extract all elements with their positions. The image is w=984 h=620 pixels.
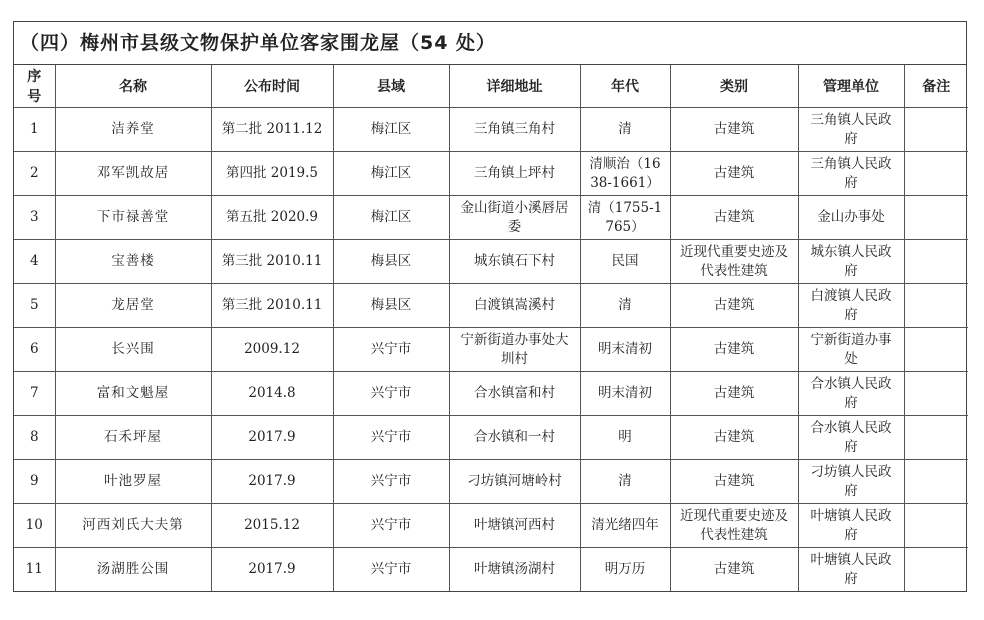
- cell-remarks: [904, 284, 968, 328]
- cell-address: [449, 504, 580, 548]
- table-row: [14, 196, 968, 240]
- cell-name: [55, 548, 211, 592]
- table-row: [14, 504, 968, 548]
- cell-county: [333, 372, 449, 416]
- cell-county: [333, 416, 449, 460]
- cell-manager-text: 城东镇人民政府: [810, 243, 892, 279]
- cell-category: [670, 196, 798, 240]
- cell-county: [333, 460, 449, 504]
- cell-category-text: 古建筑: [713, 429, 755, 445]
- cell-manager: [798, 152, 904, 196]
- cell-remarks: [904, 108, 968, 152]
- cell-date-text: 第五批 2020.9: [225, 209, 319, 225]
- cell-era: [580, 416, 670, 460]
- cell-remarks: [904, 548, 968, 592]
- cell-manager: [798, 504, 904, 548]
- cell-era: [580, 504, 670, 548]
- table-row: [14, 328, 968, 372]
- cell-name-text: 富和文魁屋: [96, 385, 170, 401]
- cell-address-text: 白渡镇嵩溪村: [474, 297, 555, 313]
- cell-address-text: 叶塘镇河西村: [474, 517, 555, 533]
- cell-category: [670, 240, 798, 284]
- cell-name-text: 龙居堂: [111, 297, 155, 313]
- header-category: 类别: [670, 65, 798, 108]
- header-date: 公布时间: [211, 65, 333, 108]
- cell-era: [580, 372, 670, 416]
- cell-name: [55, 416, 211, 460]
- cell-county: [333, 548, 449, 592]
- cell-date: [211, 548, 333, 592]
- cell-category: [670, 460, 798, 504]
- cell-era-text: 民国: [611, 253, 639, 269]
- cell-name-text: 叶池罗屋: [104, 473, 162, 489]
- cell-index: [14, 328, 55, 372]
- cell-name: [55, 240, 211, 284]
- cell-date: [211, 460, 333, 504]
- table-row: [14, 372, 968, 416]
- cell-index: [14, 152, 55, 196]
- cell-era-text: 清: [618, 121, 632, 137]
- cell-address-text: 三角镇三角村: [474, 121, 555, 137]
- cell-county: [333, 328, 449, 372]
- cell-index: [14, 240, 55, 284]
- cell-remarks: [904, 460, 968, 504]
- cell-address: [449, 416, 580, 460]
- cell-date: [211, 196, 333, 240]
- cell-county-text: 兴宁市: [370, 385, 412, 401]
- cell-date: [211, 240, 333, 284]
- cell-manager-text: 宁新街道办事处: [810, 331, 892, 367]
- cell-county: [333, 152, 449, 196]
- cell-date: [211, 328, 333, 372]
- cell-manager: [798, 372, 904, 416]
- cell-index-text: 5: [29, 297, 39, 313]
- cell-county-text: 兴宁市: [370, 429, 412, 445]
- cell-category-text: 古建筑: [713, 341, 755, 357]
- cell-era: [580, 152, 670, 196]
- cell-address: [449, 548, 580, 592]
- cell-manager: [798, 416, 904, 460]
- cell-county-text: 梅江区: [370, 165, 412, 181]
- cell-category-text: 古建筑: [713, 473, 755, 489]
- header-era: 年代: [580, 65, 670, 108]
- table-row: [14, 152, 968, 196]
- cell-category: [670, 548, 798, 592]
- cell-name: [55, 152, 211, 196]
- cell-remarks: [904, 504, 968, 548]
- cell-manager-text: 合水镇人民政府: [810, 375, 892, 411]
- cell-category: [670, 152, 798, 196]
- cell-era: [580, 328, 670, 372]
- cell-category-text: 近现代重要史迹及代表性建筑: [680, 507, 788, 543]
- cell-date-text: 第三批 2010.11: [221, 297, 323, 313]
- cell-name: [55, 504, 211, 548]
- cell-category-text: 古建筑: [713, 385, 755, 401]
- cell-index-text: 7: [29, 385, 39, 401]
- cell-county-text: 兴宁市: [370, 341, 412, 357]
- cell-manager-text: 三角镇人民政府: [810, 155, 892, 191]
- cell-date-text: 2009.12: [244, 341, 300, 357]
- cell-name-text: 宝善楼: [111, 253, 155, 269]
- cell-index-text: 1: [29, 121, 39, 137]
- cell-manager-text: 合水镇人民政府: [810, 419, 892, 455]
- cell-category: [670, 416, 798, 460]
- cell-county-text: 梅江区: [370, 209, 412, 225]
- cell-manager-text: 白渡镇人民政府: [810, 287, 892, 323]
- table-row: [14, 548, 968, 592]
- cell-era-text: 清顺治（1638-1661）: [589, 155, 661, 191]
- cell-date-text: 第二批 2011.12: [221, 121, 323, 137]
- table-body: [14, 108, 968, 592]
- cell-remarks: [904, 328, 968, 372]
- cell-date-text: 2017.9: [248, 473, 296, 489]
- document-sheet: [13, 21, 967, 592]
- cell-era-text: 清: [618, 473, 632, 489]
- cell-index: [14, 548, 55, 592]
- cell-name: [55, 460, 211, 504]
- cell-county: [333, 240, 449, 284]
- cell-name: [55, 284, 211, 328]
- cell-remarks: [904, 196, 968, 240]
- cell-address-text: 金山街道小溪唇居委: [460, 199, 569, 235]
- cell-date-text: 第四批 2019.5: [225, 165, 319, 181]
- cell-index: [14, 108, 55, 152]
- cell-era: [580, 196, 670, 240]
- cell-county-text: 梅县区: [370, 253, 412, 269]
- cell-remarks: [904, 416, 968, 460]
- cell-name: [55, 108, 211, 152]
- cell-category: [670, 328, 798, 372]
- cell-county: [333, 284, 449, 328]
- cell-county-text: 兴宁市: [370, 561, 412, 577]
- cell-era: [580, 240, 670, 284]
- cell-era-text: 明: [618, 429, 632, 445]
- cell-date: [211, 152, 333, 196]
- cell-index: [14, 372, 55, 416]
- cell-date-text: 2017.9: [248, 561, 296, 577]
- cell-county: [333, 504, 449, 548]
- cell-remarks: [904, 152, 968, 196]
- cell-name-text: 洁养堂: [111, 121, 155, 137]
- cell-county-text: 梅江区: [370, 121, 412, 137]
- cell-era: [580, 548, 670, 592]
- cell-address: [449, 372, 580, 416]
- cell-index-text: 3: [29, 209, 39, 225]
- table-row: [14, 460, 968, 504]
- cell-manager: [798, 196, 904, 240]
- heritage-table: [14, 65, 968, 591]
- cell-era-text: 清（1755-1765）: [587, 199, 663, 235]
- cell-manager: [798, 460, 904, 504]
- cell-address: [449, 328, 580, 372]
- cell-county-text: 梅县区: [370, 297, 412, 313]
- cell-date: [211, 284, 333, 328]
- cell-index: [14, 196, 55, 240]
- cell-index-text: 11: [25, 561, 43, 577]
- cell-address: [449, 196, 580, 240]
- cell-era: [580, 284, 670, 328]
- cell-name: [55, 196, 211, 240]
- cell-index: [14, 504, 55, 548]
- cell-category: [670, 504, 798, 548]
- cell-name: [55, 372, 211, 416]
- cell-index-text: 9: [29, 473, 39, 489]
- header-address: 详细地址: [449, 65, 580, 108]
- table-row: [14, 240, 968, 284]
- cell-name-text: 长兴围: [111, 341, 155, 357]
- cell-date: [211, 504, 333, 548]
- cell-era-text: 明万历: [604, 561, 646, 577]
- cell-index-text: 6: [29, 341, 39, 357]
- cell-era-text: 清: [618, 297, 632, 313]
- cell-manager-text: 叶塘镇人民政府: [810, 551, 892, 587]
- cell-era: [580, 108, 670, 152]
- cell-index-text: 2: [29, 165, 39, 181]
- cell-address-text: 宁新街道办事处大圳村: [460, 331, 569, 367]
- cell-index: [14, 460, 55, 504]
- cell-manager: [798, 328, 904, 372]
- cell-address: [449, 108, 580, 152]
- header-row: [14, 65, 968, 108]
- cell-era-text: 明末清初: [598, 385, 652, 401]
- cell-era-text: 明末清初: [598, 341, 652, 357]
- cell-name-text: 汤湖胜公围: [96, 561, 170, 577]
- cell-name-text: 河西刘氏大夫第: [82, 517, 184, 533]
- cell-address-text: 叶塘镇汤湖村: [474, 561, 555, 577]
- cell-manager-text: 叶塘镇人民政府: [810, 507, 892, 543]
- cell-manager-text: 刁坊镇人民政府: [810, 463, 892, 499]
- cell-manager: [798, 548, 904, 592]
- cell-date: [211, 372, 333, 416]
- cell-name: [55, 328, 211, 372]
- cell-category-text: 近现代重要史迹及代表性建筑: [680, 243, 788, 279]
- header-name: 名称: [55, 65, 211, 108]
- cell-address: [449, 284, 580, 328]
- table-row: [14, 284, 968, 328]
- cell-date-text: 2015.12: [244, 517, 300, 533]
- table-row: [14, 416, 968, 460]
- cell-category-text: 古建筑: [713, 121, 755, 137]
- header-remarks: 备注: [904, 65, 968, 108]
- cell-address: [449, 240, 580, 284]
- cell-date-text: 2014.8: [248, 385, 296, 401]
- cell-index: [14, 416, 55, 460]
- cell-remarks: [904, 372, 968, 416]
- cell-remarks: [904, 240, 968, 284]
- cell-address-text: 合水镇富和村: [474, 385, 555, 401]
- cell-address: [449, 460, 580, 504]
- cell-era: [580, 460, 670, 504]
- cell-index: [14, 284, 55, 328]
- cell-manager: [798, 108, 904, 152]
- cell-manager: [798, 284, 904, 328]
- cell-address-text: 合水镇和一村: [474, 429, 555, 445]
- table-row: [14, 108, 968, 152]
- cell-category: [670, 108, 798, 152]
- cell-category-text: 古建筑: [713, 297, 755, 313]
- cell-date: [211, 416, 333, 460]
- cell-category: [670, 372, 798, 416]
- cell-index-text: 4: [29, 253, 39, 269]
- cell-category-text: 古建筑: [713, 561, 755, 577]
- cell-category-text: 古建筑: [713, 209, 755, 225]
- cell-address-text: 三角镇上坪村: [474, 165, 555, 181]
- cell-address-text: 刁坊镇河塘岭村: [467, 473, 562, 489]
- cell-manager: [798, 240, 904, 284]
- cell-county-text: 兴宁市: [370, 473, 412, 489]
- cell-address: [449, 152, 580, 196]
- cell-county: [333, 196, 449, 240]
- cell-category-text: 古建筑: [713, 165, 755, 181]
- cell-index-text: 8: [29, 429, 39, 445]
- cell-manager-text: 金山办事处: [817, 209, 885, 225]
- cell-county: [333, 108, 449, 152]
- cell-category: [670, 284, 798, 328]
- header-county: 县域: [333, 65, 449, 108]
- cell-name-text: 石禾坪屋: [104, 429, 162, 445]
- cell-name-text: 下市禄善堂: [96, 209, 170, 225]
- table-title: （四）梅州市县级文物保护单位客家围龙屋（54 处）: [14, 22, 966, 65]
- cell-name-text: 邓军凯故居: [96, 165, 170, 181]
- cell-address-text: 城东镇石下村: [474, 253, 555, 269]
- cell-date-text: 第三批 2010.11: [221, 253, 323, 269]
- cell-era-text: 清光绪四年: [591, 517, 659, 533]
- cell-date-text: 2017.9: [248, 429, 296, 445]
- header-index: 序号: [14, 65, 55, 108]
- cell-date: [211, 108, 333, 152]
- header-manager: 管理单位: [798, 65, 904, 108]
- cell-manager-text: 三角镇人民政府: [810, 111, 892, 147]
- cell-county-text: 兴宁市: [370, 517, 412, 533]
- cell-index-text: 10: [25, 517, 43, 533]
